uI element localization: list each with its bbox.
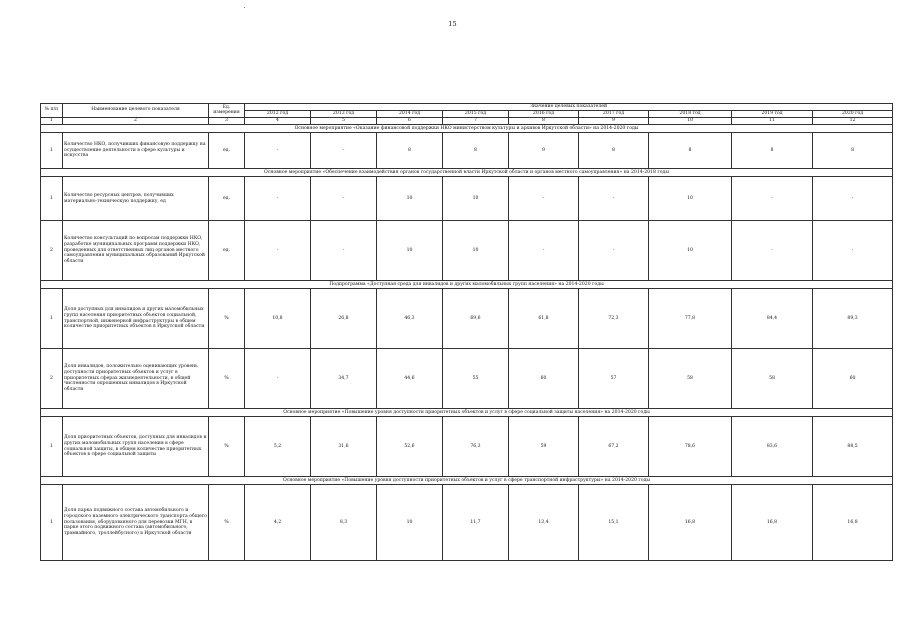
- row-indicator-name: Доля инвалидов, положительно оценивающих уровень доступности приоритетных объектов и услуг в приоритетных сферах жизнедеятельности, в общей численности опрошенных инвалидов в Иркутской области: [63, 349, 209, 409]
- row-value: 10: [377, 485, 443, 561]
- header-year: 2015 год: [443, 110, 509, 117]
- column-number: 8: [509, 117, 579, 125]
- row-value: -: [245, 177, 311, 221]
- row-value: 31,6: [311, 417, 377, 477]
- column-number: 7: [443, 117, 509, 125]
- row-value: 52,6: [377, 417, 443, 477]
- row-value: -: [813, 177, 893, 221]
- row-value: 77,8: [649, 289, 732, 349]
- row-value: -: [509, 177, 579, 221]
- row-value: 9: [509, 133, 579, 169]
- row-value: -: [311, 221, 377, 281]
- row-num: 1: [41, 417, 63, 477]
- row-value: 89,3: [813, 289, 893, 349]
- row-value: 10: [377, 177, 443, 221]
- row-unit: ед.: [209, 221, 245, 281]
- table-body: [41, 117, 893, 561]
- row-num: 1: [41, 289, 63, 349]
- header-year: 2016 год: [509, 110, 579, 117]
- row-value: -: [245, 349, 311, 409]
- row-unit: ед.: [209, 133, 245, 169]
- row-value: 10: [649, 177, 732, 221]
- column-number: 1: [41, 117, 63, 125]
- column-number: 2: [63, 117, 209, 125]
- row-value: 10,8: [245, 289, 311, 349]
- row-unit: %: [209, 349, 245, 409]
- header-year: 2012 год: [245, 110, 311, 117]
- row-value: -: [732, 177, 813, 221]
- column-number: 10: [649, 117, 732, 125]
- row-value: 61,8: [509, 289, 579, 349]
- table-row: [41, 485, 893, 561]
- row-value: 16,8: [813, 485, 893, 561]
- row-value: 10: [377, 221, 443, 281]
- row-indicator-name: Количество консультаций по вопросам поддержки НКО, разработке муниципальных программ поддержки НКО, проведенных для ответственных лиц органов местного самоуправления муниципальных образований Иркутской области: [63, 221, 209, 281]
- column-number: 11: [732, 117, 813, 125]
- row-value: 58: [649, 349, 732, 409]
- section-title-row: [41, 169, 893, 177]
- row-value: 10: [649, 221, 732, 281]
- row-unit: ед.: [209, 177, 245, 221]
- section-title-row: [41, 409, 893, 417]
- header-year: 2019 год: [732, 110, 813, 117]
- row-value: 8: [579, 133, 649, 169]
- row-value: 16,8: [649, 485, 732, 561]
- section-title-row: [41, 477, 893, 485]
- row-indicator-name: Количество ресурсных центров, получивших материально-техническую поддержку, ед: [63, 177, 209, 221]
- row-value: 84,4: [732, 289, 813, 349]
- row-value: 78,6: [649, 417, 732, 477]
- table-row: [41, 177, 893, 221]
- row-value: 15,1: [579, 485, 649, 561]
- section-title: Основное мероприятие «Оказание финансовой поддержки НКО министерством культуры и архивов Иркутской области» на 2014-2020 годы: [41, 125, 893, 133]
- column-number: 6: [377, 117, 443, 125]
- row-value: 72,3: [579, 289, 649, 349]
- row-value: 4,2: [245, 485, 311, 561]
- row-value: 11,7: [443, 485, 509, 561]
- scan-speck: [244, 7, 245, 8]
- table-row: [41, 133, 893, 169]
- row-value: -: [245, 221, 311, 281]
- row-value: 26,8: [311, 289, 377, 349]
- header-name: Наименование целевого показателя: [63, 104, 209, 118]
- row-value: 5,2: [245, 417, 311, 477]
- row-value: -: [245, 133, 311, 169]
- column-number: 3: [209, 117, 245, 125]
- row-value: 59: [509, 417, 579, 477]
- table-row: [41, 417, 893, 477]
- row-value: 69,6: [443, 289, 509, 349]
- row-value: 60: [813, 349, 893, 409]
- section-title: Подпрограмма «Доступная среда для инвалидов и других маломобильных групп населения» на 2014-2020 годы: [41, 281, 893, 289]
- row-value: 57: [579, 349, 649, 409]
- row-value: 8: [443, 133, 509, 169]
- row-num: 1: [41, 485, 63, 561]
- section-title: Основное мероприятие «Повышение уровня доступности приоритетных объектов и услуг в сфере транспортной инфраструктуры» на 2014-2020 годы: [41, 477, 893, 485]
- row-value: 8,3: [311, 485, 377, 561]
- table-row: [41, 221, 893, 281]
- row-unit: %: [209, 289, 245, 349]
- row-value: 88,5: [813, 417, 893, 477]
- table-row: [41, 289, 893, 349]
- row-indicator-name: Доля парка подвижного состава автомобильного и городского наземного электрического транспорта общего пользования, оборудованного для перевозки МГН, в парке этого подвижного состава (автомобильного, трамвайного, троллейбусного) в Иркутской области: [63, 485, 209, 561]
- row-value: 76,3: [443, 417, 509, 477]
- row-value: 10: [443, 177, 509, 221]
- row-value: -: [732, 221, 813, 281]
- row-value: -: [509, 221, 579, 281]
- section-title: Основное мероприятие «Повышение уровня доступности приоритетных объектов и услуг в сфере социальной защиты населения» на 2014-2020 годы: [41, 409, 893, 417]
- row-value: 10: [443, 221, 509, 281]
- column-number: 4: [245, 117, 311, 125]
- row-num: 2: [41, 221, 63, 281]
- row-value: 67,2: [579, 417, 649, 477]
- row-value: 44,6: [377, 349, 443, 409]
- row-value: 8: [377, 133, 443, 169]
- header-year: 2020 год: [813, 110, 893, 117]
- row-unit: %: [209, 417, 245, 477]
- header-year: 2017 год: [579, 110, 649, 117]
- row-value: 60: [509, 349, 579, 409]
- section-title: Основное мероприятие «Обеспечение взаимодействия органов государственной власти Иркутской области и органов местного самоуправления» на 2014-2018 годы: [41, 169, 893, 177]
- row-value: 8: [649, 133, 732, 169]
- row-value: -: [311, 133, 377, 169]
- row-num: 1: [41, 177, 63, 221]
- row-value: 13,4: [509, 485, 579, 561]
- row-value: 8: [732, 133, 813, 169]
- header-values-group: Значение целевых показателей: [245, 104, 893, 111]
- section-title-row: [41, 125, 893, 133]
- section-title-row: [41, 281, 893, 289]
- row-value: 58: [732, 349, 813, 409]
- row-value: -: [579, 177, 649, 221]
- row-value: 34,7: [311, 349, 377, 409]
- header-year: 2014 год: [377, 110, 443, 117]
- row-value: 46,3: [377, 289, 443, 349]
- row-value: 83,6: [732, 417, 813, 477]
- row-num: 2: [41, 349, 63, 409]
- column-number: 12: [813, 117, 893, 125]
- header-year: 2018 год: [649, 110, 732, 117]
- page-number: 15: [448, 20, 457, 28]
- header-num: № п/п: [41, 104, 63, 118]
- row-indicator-name: Доля приоритетных объектов, доступных для инвалидов и других маломобильных групп населения в сфере социальной защиты, в общем количестве приоритетных объектов в сфере социальной защиты: [63, 417, 209, 477]
- row-unit: %: [209, 485, 245, 561]
- row-value: -: [579, 221, 649, 281]
- row-value: 55: [443, 349, 509, 409]
- row-num: 1: [41, 133, 63, 169]
- row-indicator-name: Количество НКО, получивших финансовую поддержку на осуществление деятельности в сфере культуры и искусства: [63, 133, 209, 169]
- row-value: -: [813, 221, 893, 281]
- row-indicator-name: Доля доступных для инвалидов и других маломобильных групп населения приоритетных объектов социальной, транспортной, инженерной инфраструктуры в общем количестве приоритетных объектов в Иркутской области: [63, 289, 209, 349]
- table-header: [41, 104, 893, 118]
- column-number: 5: [311, 117, 377, 125]
- table-row: [41, 349, 893, 409]
- header-unit: Ед. измерения: [209, 104, 245, 118]
- row-value: 16,8: [732, 485, 813, 561]
- column-number: 9: [579, 117, 649, 125]
- header-year: 2013 год: [311, 110, 377, 117]
- indicators-table: [40, 103, 893, 561]
- column-numbers-row: [41, 117, 893, 125]
- row-value: 8: [813, 133, 893, 169]
- row-value: -: [311, 177, 377, 221]
